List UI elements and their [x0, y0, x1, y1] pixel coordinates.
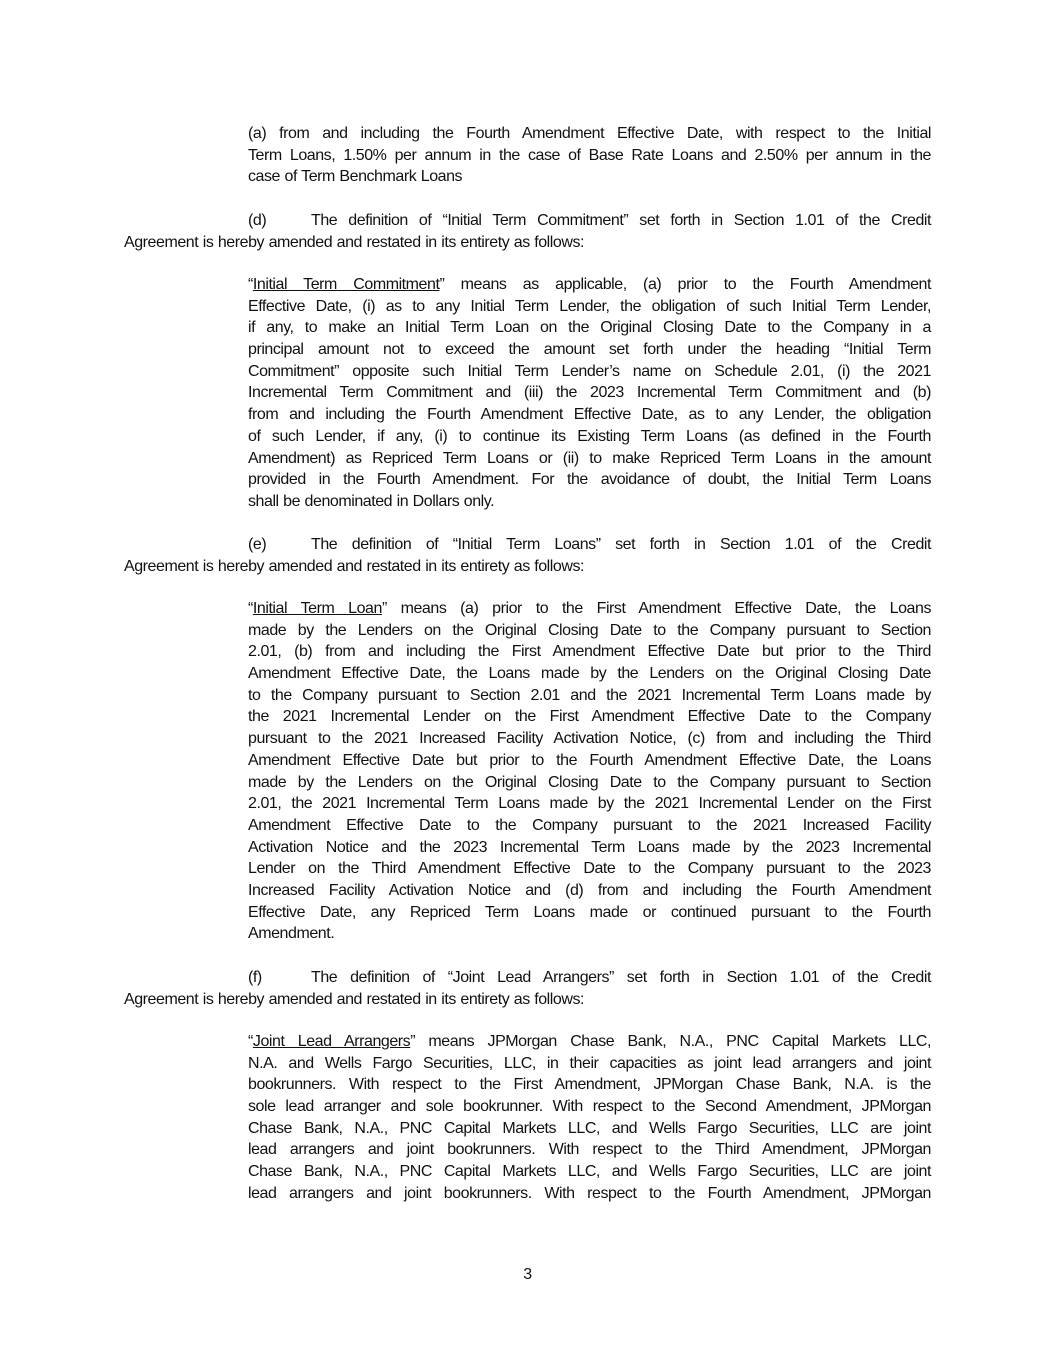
text-line: Effective Date, any Repriced Term Loans made or continued pursuant to the Fourth — [248, 903, 931, 921]
text-line: principal amount not to exceed the amount set forth under the heading “Initial Term — [248, 341, 931, 359]
section-text: Agreement is hereby amended and restated in its entirety as follows: — [124, 990, 584, 1008]
text-line: Effective Date, (i) as to any Initial Term Lender, the obligation of such Initial Term Lender, — [248, 297, 931, 315]
section-text: Agreement is hereby amended and restated in its entirety as follows: — [124, 557, 584, 575]
text-line: 2.01, the 2021 Incremental Term Loans made by the 2021 Incremental Lender on the First — [248, 795, 931, 813]
section-text: The definition of “Initial Term Loans” set forth in Section 1.01 of the Credit — [311, 536, 931, 553]
text-line: made by the Lenders on the Original Closing Date to the Company pursuant to Section — [248, 621, 931, 639]
text-line: made by the Lenders on the Original Closing Date to the Company pursuant to Section — [248, 773, 931, 791]
text-line: Amendment Effective Date, the Loans made by the Lenders on the Original Closing Date — [248, 665, 931, 683]
text-line: Term Loans, 1.50% per annum in the case of Base Rate Loans and 2.50% per annum in the — [248, 146, 931, 164]
section-f — [0, 967, 1055, 1011]
text-line: provided in the Fourth Amendment. For the avoidance of doubt, the Initial Term Loans — [248, 471, 931, 489]
defined-term: Initial Term Commitment — [252, 276, 440, 293]
definition-initial-term-commitment — [248, 274, 931, 513]
text-line: Chase Bank, N.A., PNC Capital Markets LLC, and Wells Fargo Securities, LLC are joint — [248, 1163, 931, 1181]
quote-mark: “ — [248, 600, 253, 617]
text-line: of such Lender, if any, (i) to continue its Existing Term Loans (as defined in the Fourth — [248, 427, 931, 445]
paragraph-a — [248, 123, 931, 188]
text-line: case of Term Benchmark Loans — [248, 168, 463, 186]
text-line: Amendment Effective Date but prior to the Fourth Amendment Effective Date, the Loans — [248, 751, 931, 769]
defined-term: Initial Term Loan — [252, 600, 382, 617]
text-line: Incremental Term Commitment and (iii) the 2023 Incremental Term Commitment and (b) — [248, 384, 931, 402]
text-line: lead arrangers and joint bookrunners. With respect to the Fourth Amendment, JPMorgan — [248, 1184, 931, 1202]
section-text: The definition of “Initial Term Commitment” set forth in Section 1.01 of the Credit — [311, 212, 931, 229]
text-line: bookrunners. With respect to the First Amendment, JPMorgan Chase Bank, N.A. is the — [248, 1076, 931, 1094]
text-line: Lender on the Third Amendment Effective Date to the Company pursuant to the 2023 — [248, 860, 931, 878]
text-line: if any, to make an Initial Term Loan on the Original Closing Date to the Company in a — [248, 319, 931, 337]
section-e — [0, 534, 1055, 578]
section-label: (d) — [248, 212, 267, 229]
text-line: Amendment Effective Date to the Company pursuant to the 2021 Increased Facility — [248, 816, 931, 834]
text-line — [248, 1031, 931, 1053]
definition-joint-lead-arrangers — [248, 1031, 931, 1205]
text-segment: ” means (a) prior to the First Amendment Effective Date, the Loans — [381, 600, 931, 617]
quote-mark: “ — [248, 1033, 253, 1050]
definition-initial-term-loan — [248, 598, 931, 945]
text-line: the 2021 Incremental Lender on the First Amendment Effective Date to the Company — [248, 708, 931, 726]
text-line — [248, 598, 931, 620]
section-label: (f) — [248, 969, 262, 986]
text-line: (a) from and including the Fourth Amendment Effective Date, with respect to the Initial — [248, 125, 931, 142]
text-line: Commitment” opposite such Initial Term Lender’s name on Schedule 2.01, (i) the 2021 — [248, 362, 931, 380]
text-line: Activation Notice and the 2023 Incremental Term Loans made by the 2023 Incremental — [248, 838, 931, 856]
text-line: to the Company pursuant to Section 2.01 and the 2021 Incremental Term Loans made by — [248, 686, 931, 704]
text-line — [248, 274, 931, 296]
text-segment: ” means JPMorgan Chase Bank, N.A., PNC Capital Markets LLC, — [410, 1033, 931, 1050]
text-line: shall be denominated in Dollars only. — [248, 492, 495, 510]
section-text: Agreement is hereby amended and restated in its entirety as follows: — [124, 233, 584, 251]
text-line: pursuant to the 2021 Increased Facility Activation Notice, (c) from and including the Third — [248, 730, 931, 748]
text-line: from and including the Fourth Amendment Effective Date, as to any Lender, the obligation — [248, 406, 931, 424]
text-line: 2.01, (b) from and including the First Amendment Effective Date but prior to the Third — [248, 643, 931, 661]
quote-mark: “ — [248, 276, 253, 293]
section-d — [0, 210, 1055, 254]
text-line: sole lead arranger and sole bookrunner. With respect to the Second Amendment, JPMorgan — [248, 1098, 931, 1116]
text-line: lead arrangers and joint bookrunners. With respect to the Third Amendment, JPMorgan — [248, 1141, 931, 1159]
text-line: Chase Bank, N.A., PNC Capital Markets LLC, and Wells Fargo Securities, LLC are joint — [248, 1119, 931, 1137]
section-text: The definition of “Joint Lead Arrangers” set forth in Section 1.01 of the Credit — [311, 969, 931, 986]
text-line: Amendment. — [248, 925, 335, 943]
page-number: 3 — [523, 1266, 532, 1283]
section-label: (e) — [248, 536, 267, 553]
text-segment: ” means as applicable, (a) prior to the Fourth Amendment — [439, 276, 931, 293]
text-line: Amendment) as Repriced Term Loans or (ii) to make Repriced Term Loans in the amount — [248, 449, 931, 467]
defined-term: Joint Lead Arrangers — [252, 1033, 411, 1050]
text-line: N.A. and Wells Fargo Securities, LLC, in their capacities as joint lead arrangers and joint — [248, 1054, 931, 1072]
text-line: Increased Facility Activation Notice and (d) from and including the Fourth Amendment — [248, 881, 931, 899]
